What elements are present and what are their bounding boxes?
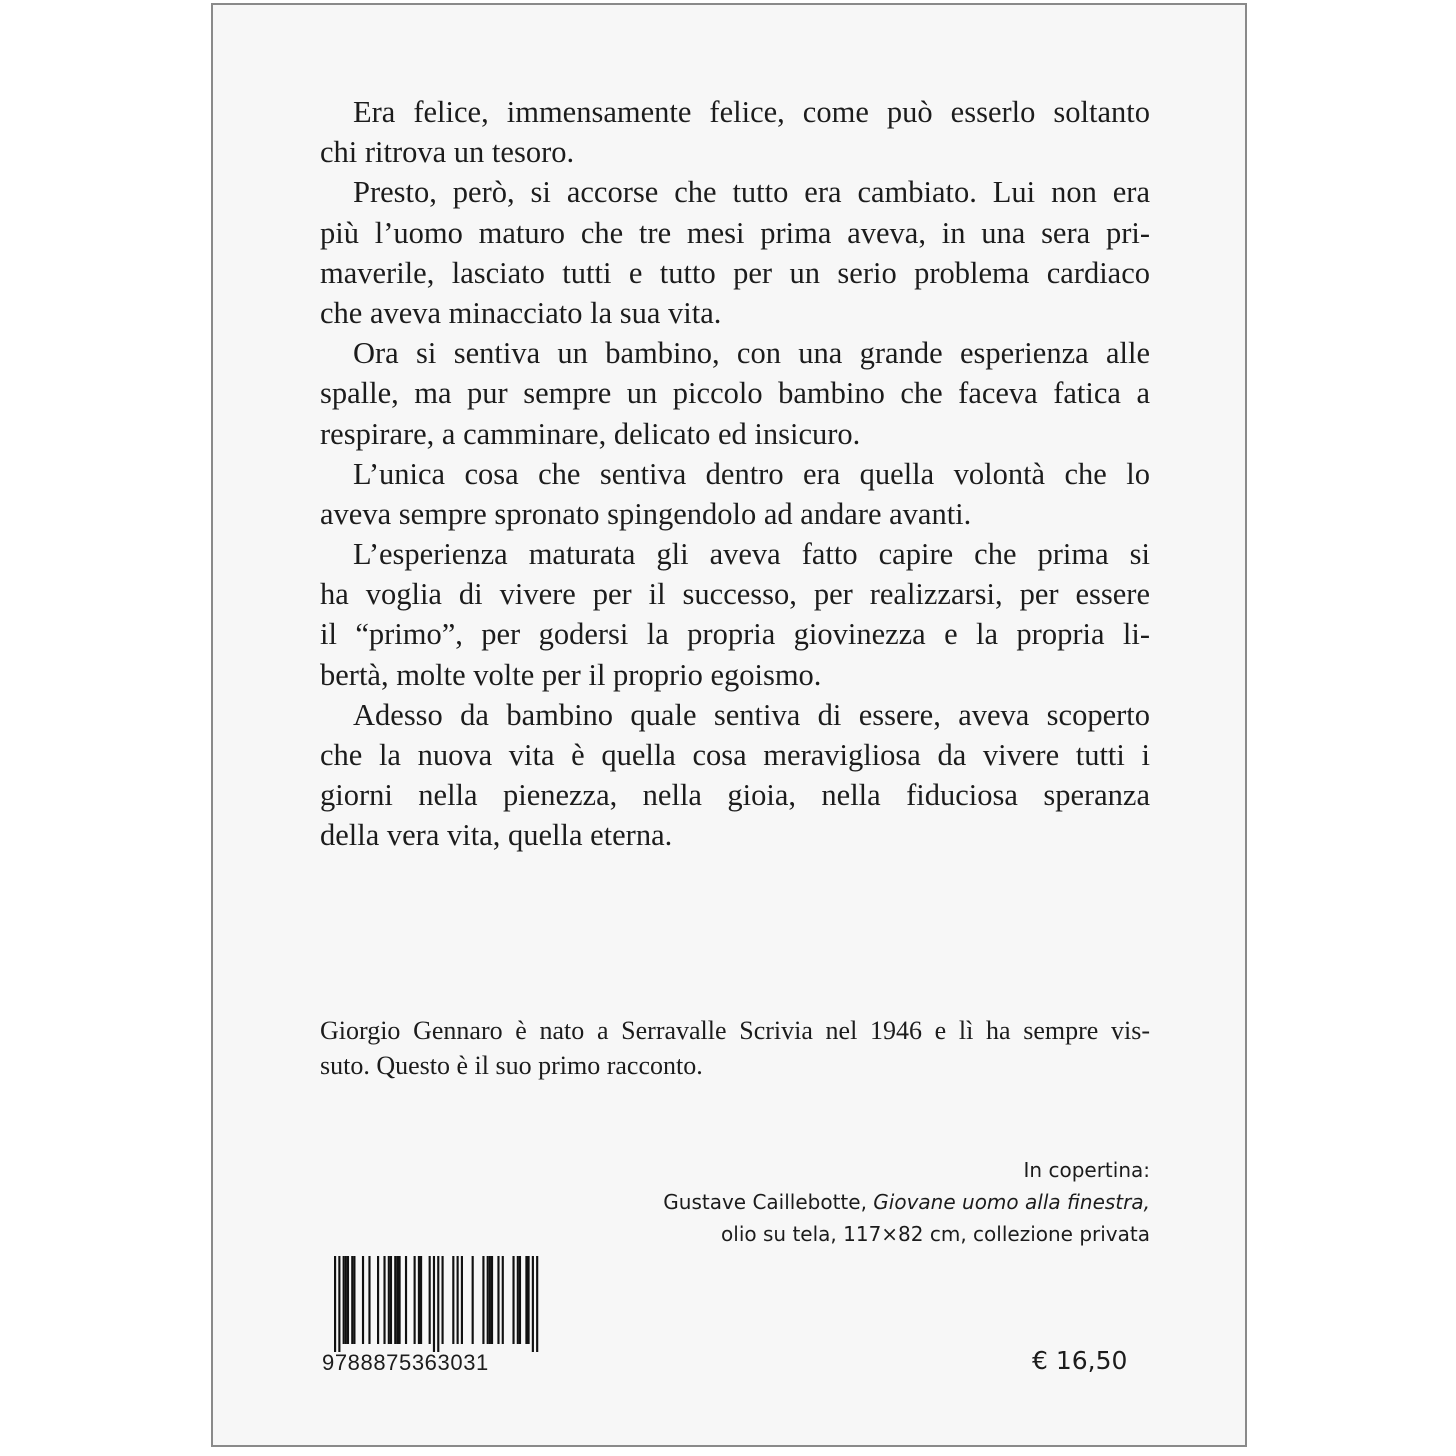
paragraph-line: Era felice, immensamente felice, come può esserlo soltanto (353, 95, 1150, 129)
credit-heading: In copertina: (1023, 1158, 1150, 1182)
paragraph-line: chi ritrova un tesoro. (320, 135, 575, 170)
barcode-bar (334, 1256, 336, 1352)
barcode-bar (351, 1256, 353, 1344)
barcode-bar (452, 1256, 454, 1344)
barcode-bar (368, 1256, 370, 1344)
credit-artwork-title: Giovane uomo alla finestra, (873, 1190, 1150, 1214)
barcode-bars (322, 1256, 542, 1352)
barcode-bar (343, 1256, 345, 1344)
paragraph-line: Presto, però, si accorse che tutto era cambiato. Lui non era (353, 175, 1150, 210)
barcode-bar (532, 1256, 534, 1352)
paragraph-line: bertà, molte volte per il proprio egoismo. (320, 657, 822, 692)
credit-details: olio su tela, 117×82 cm, collezione privata (721, 1222, 1150, 1246)
barcode-bar (347, 1256, 349, 1344)
paragraph-line: respirare, a camminare, delicato ed insicuro. (320, 416, 861, 451)
bio-line: suto. Questo è il suo primo racconto. (320, 1051, 703, 1080)
barcode-bar (442, 1256, 444, 1344)
barcode-bar (472, 1256, 474, 1344)
credit-artwork-line (663, 1186, 1150, 1218)
barcode-bar (491, 1256, 493, 1344)
barcode-bar (461, 1256, 463, 1344)
price: € 16,50 (1032, 1346, 1128, 1375)
paragraph-line: maverile, lasciato tutti e tutto per un serio problema cardiaco (320, 255, 1150, 290)
paragraph-line: che la nuova vita è quella cosa meravigliosa da vivere tutti i (320, 738, 1150, 772)
barcode-bar (517, 1256, 519, 1344)
barcode-bar (457, 1256, 459, 1344)
barcode-bar (512, 1256, 514, 1344)
barcode (322, 1256, 542, 1352)
barcode-bar (383, 1256, 385, 1344)
barcode-bar (414, 1256, 416, 1344)
barcode-bar (390, 1256, 392, 1344)
barcode-bar (528, 1256, 530, 1344)
paragraph-line: L’unica cosa che sentiva dentro era quella volontà che lo (353, 456, 1150, 491)
paragraph-line: L’esperienza maturata gli aveva fatto capire che prima si (353, 537, 1150, 572)
barcode-bar (394, 1256, 396, 1344)
barcode-bar (377, 1256, 379, 1344)
synopsis-text (320, 92, 1150, 856)
barcode-bar (418, 1256, 420, 1344)
barcode-bar (433, 1256, 435, 1352)
credit-artist: Gustave Caillebotte, (663, 1190, 867, 1214)
paragraph-line: Ora si sentiva un bambino, con una grande esperienza alle (353, 336, 1150, 371)
barcode-bar (345, 1256, 347, 1344)
barcode-bar (353, 1256, 355, 1344)
bio-line: Giorgio Gennaro è nato a Serravalle Scrivia nel 1946 e lì ha sempre vis- (320, 1016, 1150, 1045)
barcode-bar (362, 1256, 364, 1344)
author-bio (320, 1013, 1150, 1083)
barcode-bar (497, 1256, 499, 1344)
barcode-bar (399, 1256, 401, 1344)
barcode-bar (525, 1256, 527, 1344)
paragraph-line: che aveva minacciato la sua vita. (320, 295, 722, 330)
paragraph-line: aveva sempre spronato spingendolo ad andare avanti. (320, 496, 972, 531)
cover-credit (663, 1154, 1150, 1250)
barcode-bar (420, 1256, 422, 1344)
paragraph-line: giorni nella pienezza, nella gioia, nella fiduciosa speranza (320, 778, 1150, 813)
barcode-bar (437, 1256, 439, 1352)
barcode-bar (338, 1256, 340, 1352)
barcode-bar (388, 1256, 390, 1344)
barcode-bar (429, 1256, 431, 1344)
barcode-bar (396, 1256, 398, 1344)
paragraph-line: ha voglia di vivere per il successo, per realizzarsi, per essere (320, 577, 1150, 612)
barcode-bar (536, 1256, 538, 1352)
barcode-bar (489, 1256, 491, 1344)
barcode-bar (487, 1256, 489, 1344)
barcode-bar (482, 1256, 484, 1344)
paragraph-line: più l’uomo maturo che tre mesi prima aveva, in una sera pri- (320, 215, 1150, 250)
barcode-bar (519, 1256, 521, 1344)
paragraph-line: il “primo”, per godersi la propria giovinezza e la propria li- (320, 617, 1150, 652)
isbn-number: 9788875363031 (322, 1350, 489, 1375)
paragraph-line: della vera vita, quella eterna. (320, 818, 673, 853)
paragraph-line: Adesso da bambino quale sentiva di essere, aveva scoperto (353, 697, 1150, 732)
barcode-bar (405, 1256, 407, 1344)
barcode-bar (502, 1256, 504, 1344)
paragraph-line: spalle, ma pur sempre un piccolo bambino che faceva fatica a (320, 376, 1150, 411)
